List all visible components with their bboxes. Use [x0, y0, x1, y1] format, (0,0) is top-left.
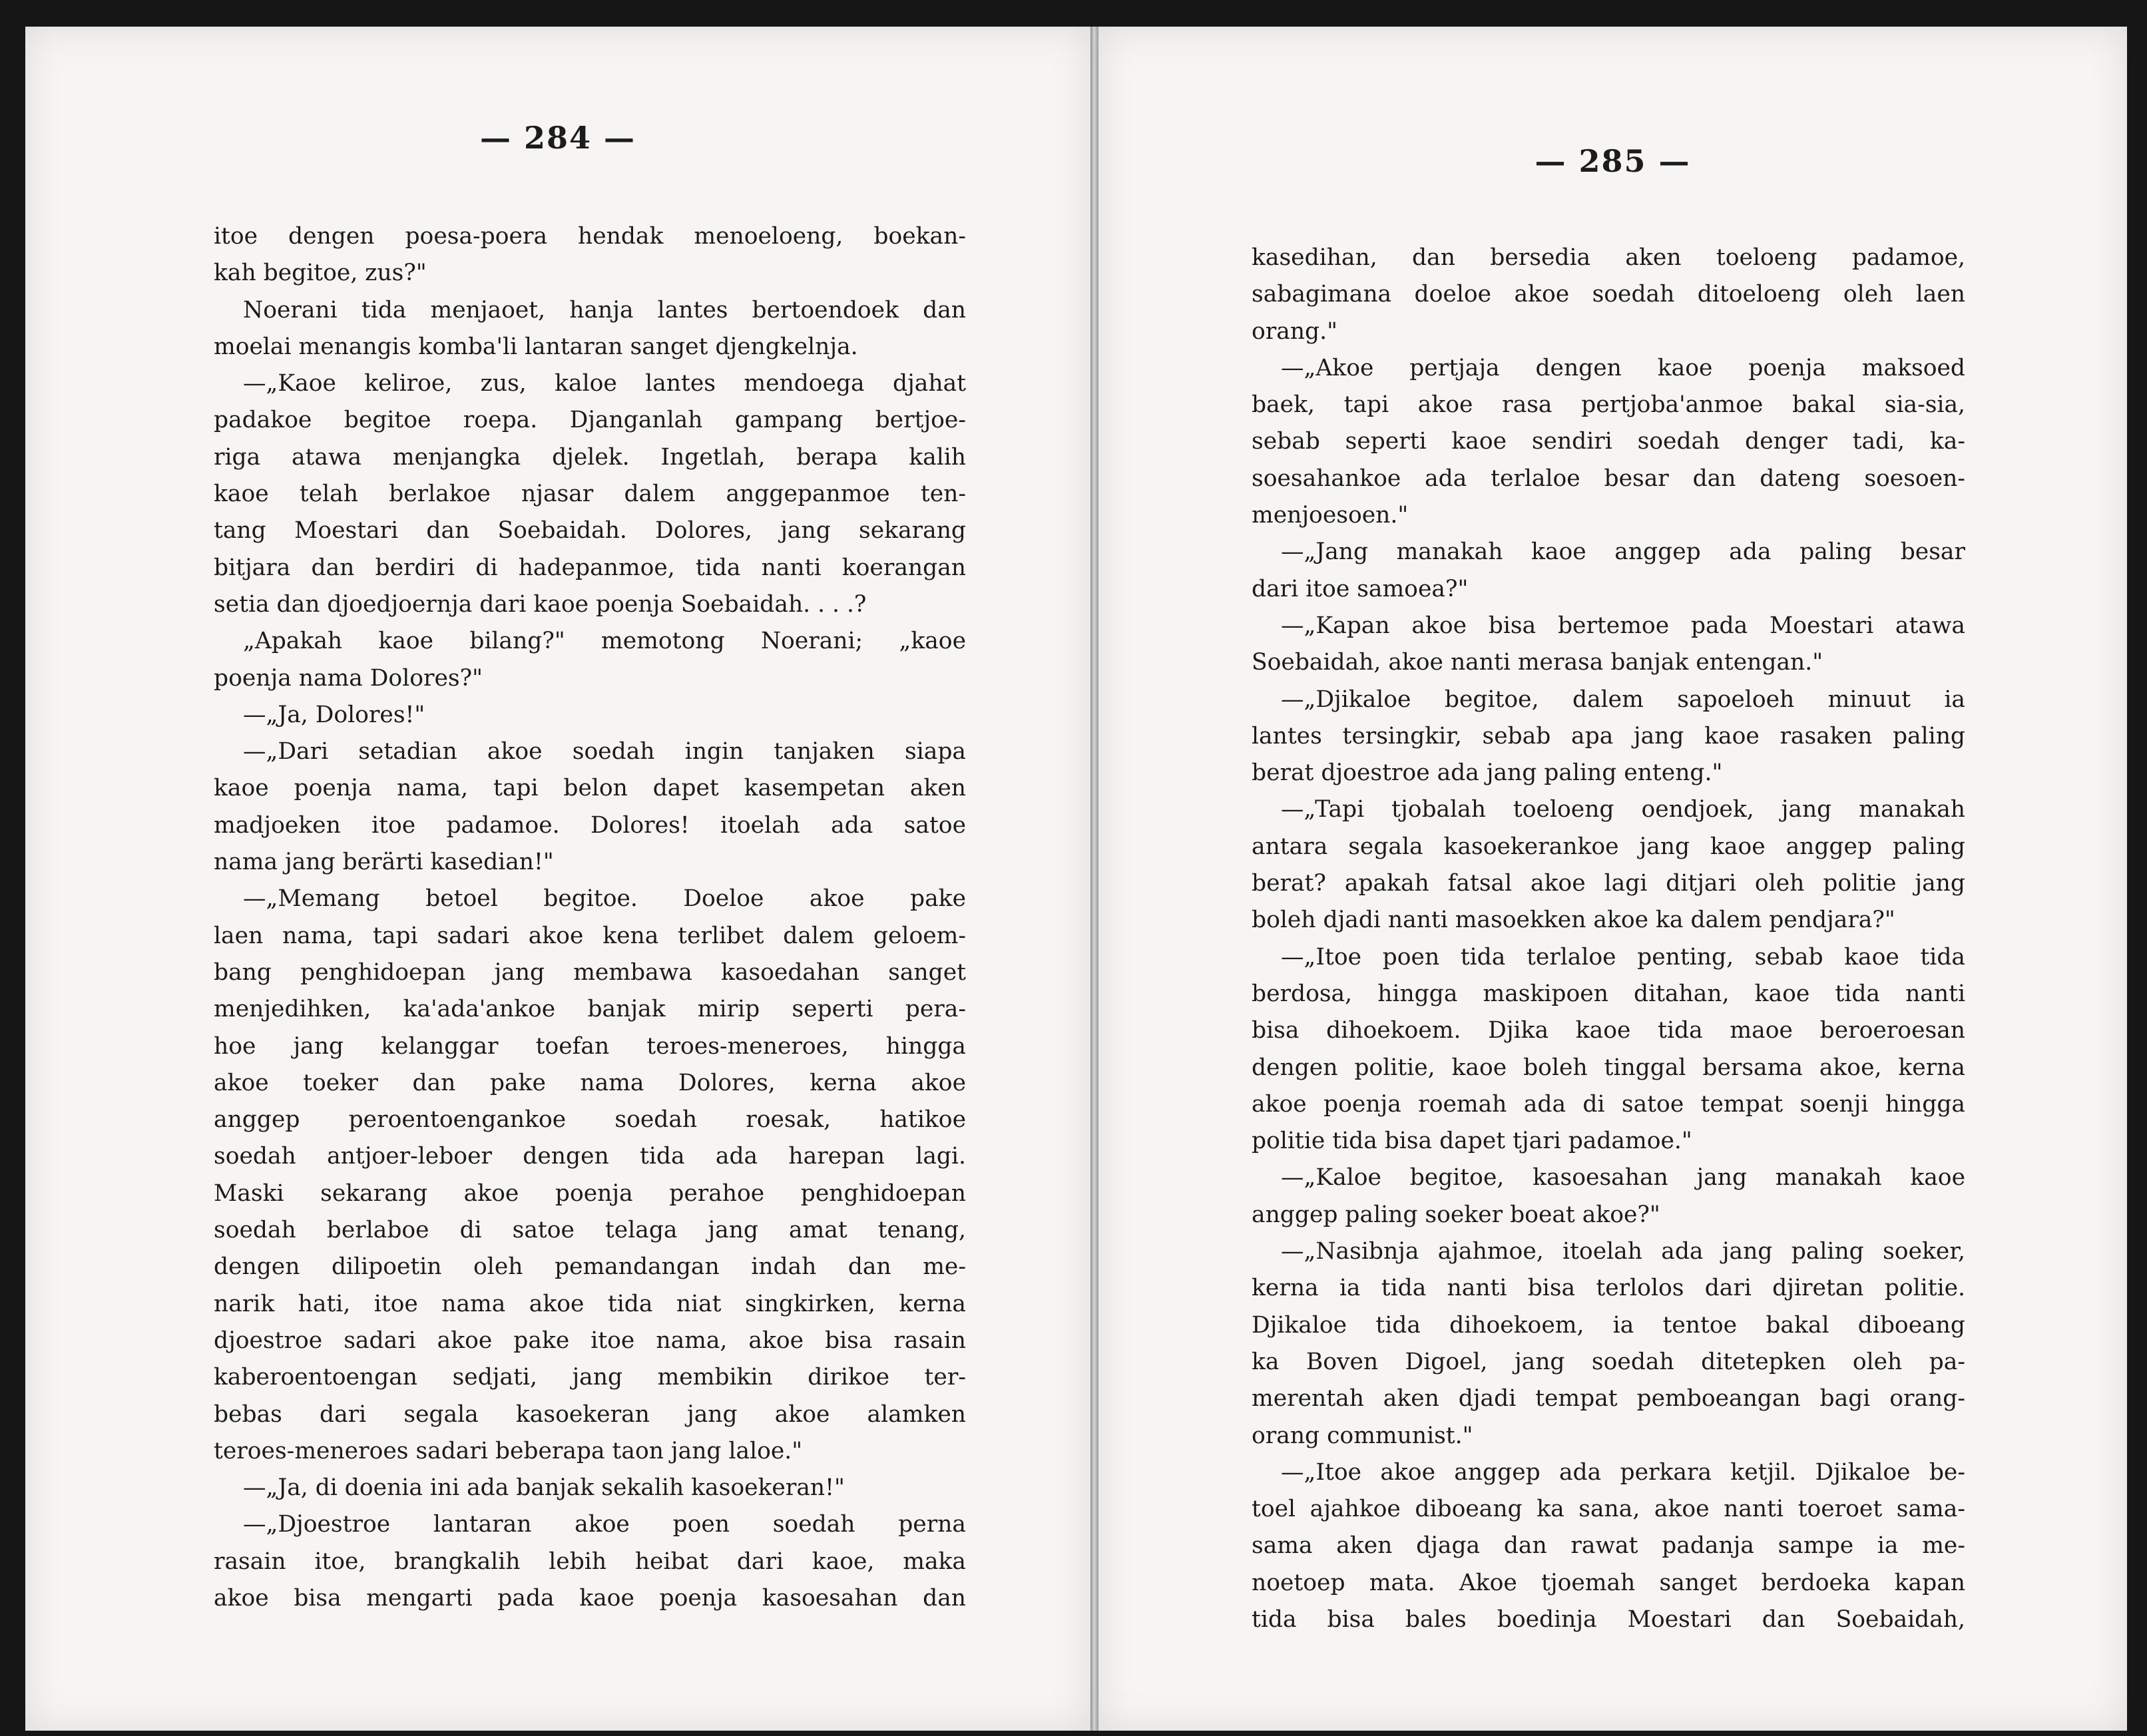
text-line: tang Moestari dan Soebaidah. Dolores, jang sekarang — [214, 517, 966, 544]
text-line: —„Ja, Dolores!" — [243, 701, 425, 728]
text-line: —„Nasibnja ajahmoe, itoelah ada jang paling soeker, — [1281, 1238, 1965, 1265]
text-line: kah begitoe, zus?" — [214, 260, 427, 287]
text-line: soesahankoe ada terlaloe besar dan dateng soesoen- — [1252, 465, 1965, 492]
text-line: menjoesoen." — [1252, 502, 1409, 529]
text-line: djoestroe sadari akoe pake itoe nama, akoe bisa rasain — [214, 1327, 966, 1354]
text-line: akoe bisa mengarti pada kaoe poenja kasoesahan dan — [214, 1584, 966, 1612]
text-line: rasain itoe, brangkalih lebih heibat dari kaoe, maka — [214, 1548, 966, 1575]
text-line: sabagimana doeloe akoe soedah ditoeloeng oleh laen — [1252, 281, 1965, 308]
text-line: bisa dihoekoem. Djika kaoe tida maoe beroeroesan — [1252, 1017, 1965, 1044]
text-line: berat? apakah fatsal akoe lagi ditjari oleh politie jang — [1252, 870, 1965, 897]
text-line: berdosa, hingga maskipoen ditahan, kaoe tida nanti — [1252, 980, 1965, 1007]
text-line: boleh djadi nanti masoekken akoe ka dalem pendjara?" — [1252, 907, 1895, 934]
text-line: Maski sekarang akoe poenja perahoe penghidoepan — [214, 1180, 966, 1207]
text-line: sebab seperti kaoe sendiri soedah denger tadi, ka- — [1252, 428, 1965, 455]
text-line: —„Dari setadian akoe soedah ingin tanjaken siapa — [243, 738, 966, 765]
text-line: anggep paling soeker boeat akoe?" — [1252, 1201, 1660, 1228]
text-line: —„Itoe poen tida terlaloe penting, sebab kaoe tida — [1281, 943, 1965, 971]
text-line: Noerani tida menjaoet, hanja lantes bertoendoek dan — [243, 296, 966, 324]
page-number: — 285 — — [1535, 143, 1691, 179]
text-line: berat djoestroe ada jang paling enteng." — [1252, 760, 1723, 787]
text-line: dengen politie, kaoe boleh tinggal bersama akoe, kerna — [1252, 1054, 1965, 1081]
text-line: anggep peroentoengankoe soedah roesak, hatikoe — [214, 1106, 966, 1134]
text-line: kaoe poenja nama, tapi belon dapet kasempetan aken — [214, 775, 966, 802]
text-line: Soebaidah, akoe nanti merasa banjak entengan." — [1252, 649, 1823, 676]
text-line: itoe dengen poesa-poera hendak menoeloeng, boekan- — [214, 223, 966, 250]
text-line: dengen dilipoetin oleh pemandangan indah dan me- — [214, 1253, 966, 1281]
text-line: laen nama, tapi sadari akoe kena terlibet dalem geloem- — [214, 922, 966, 949]
text-line: —„Djoestroe lantaran akoe poen soedah perna — [243, 1511, 966, 1538]
text-line: soedah berlaboe di satoe telaga jang amat tenang, — [214, 1217, 966, 1244]
text-line: moelai menangis komba'li lantaran sanget djengkelnja. — [214, 333, 858, 360]
body-text — [1252, 240, 1965, 1638]
text-line: kasedihan, dan bersedia aken toeloeng padamoe, — [1252, 244, 1965, 271]
text-line: kaberoentoengan sedjati, jang membikin dirikoe ter- — [214, 1364, 966, 1391]
left-page — [25, 27, 1090, 1731]
text-line: bebas dari segala kasoekeran jang akoe alamken — [214, 1401, 966, 1428]
text-line: menjedihken, ka'ada'ankoe banjak mirip seperti pera- — [214, 996, 966, 1023]
text-line: dari itoe samoea?" — [1252, 575, 1469, 602]
text-line: bitjara dan berdiri di hadepanmoe, tida nanti koerangan — [214, 554, 966, 581]
text-line: hoe jang kelanggar toefan teroes-meneroes, hingga — [214, 1032, 966, 1060]
text-line: teroes-meneroes sadari beberapa taon jang laloe." — [214, 1437, 803, 1464]
book-gutter — [1090, 27, 1098, 1731]
text-line: akoe poenja roemah ada di satoe tempat soenji hingga — [1252, 1090, 1965, 1118]
text-line: —„Djikaloe begitoe, dalem sapoeloeh minuut ia — [1281, 686, 1965, 713]
text-line: —„Kaoe keliroe, zus, kaloe lantes mendoega djahat — [243, 370, 966, 397]
text-line: poenja nama Dolores?" — [214, 664, 483, 692]
text-line: politie tida bisa dapet tjari padamoe." — [1252, 1128, 1692, 1155]
page-number: — 284 — — [479, 120, 636, 156]
text-line: kaoe telah berlakoe njasar dalem anggepanmoe ten- — [214, 481, 966, 508]
text-line: madjoeken itoe padamoe. Dolores! itoelah ada satoe — [214, 811, 966, 839]
text-line: setia dan djoedjoernja dari kaoe poenja Soebaidah. . . .? — [214, 590, 867, 618]
text-line: —„Kapan akoe bisa bertemoe pada Moestari atawa — [1281, 612, 1965, 639]
text-line: sama aken djaga dan rawat padanja sampe ia me- — [1252, 1532, 1965, 1560]
text-line: orang communist." — [1252, 1422, 1473, 1449]
text-line: bang penghidoepan jang membawa kasoedahan sanget — [214, 959, 966, 986]
text-line: lantes tersingkir, sebab apa jang kaoe rasaken paling — [1252, 722, 1965, 750]
text-line: toel ajahkoe diboeang ka sana, akoe nanti toeroet sama- — [1252, 1496, 1965, 1523]
text-line: Djikaloe tida dihoekoem, ia tentoe bakal diboeang — [1252, 1311, 1965, 1339]
text-line: ka Boven Digoel, jang soedah ditetepken oleh pa- — [1252, 1348, 1965, 1375]
text-line: padakoe begitoe roepa. Djanganlah gampang bertjoe- — [214, 407, 966, 434]
text-line: orang." — [1252, 318, 1337, 345]
text-line: —„Akoe pertjaja dengen kaoe poenja maksoed — [1281, 354, 1965, 381]
text-line: —„Jang manakah kaoe anggep ada paling besar — [1281, 539, 1965, 566]
text-line: „Apakah kaoe bilang?" memotong Noerani; „kaoe — [243, 628, 966, 655]
right-page — [1098, 27, 2127, 1731]
text-line: soedah antjoer-leboer dengen tida ada harepan lagi. — [214, 1143, 966, 1170]
text-line: tida bisa bales boedinja Moestari dan Soebaidah, — [1252, 1606, 1965, 1633]
text-line: —„Tapi tjobalah toeloeng oendjoek, jang manakah — [1281, 796, 1965, 823]
text-line: baek, tapi akoe rasa pertjoba'anmoe bakal sia-sia, — [1252, 391, 1965, 419]
body-text — [214, 218, 966, 1617]
text-line: kerna ia tida nanti bisa terlolos dari djiretan politie. — [1252, 1275, 1965, 1302]
text-line: noetoep mata. Akoe tjoemah sanget berdoeka kapan — [1252, 1569, 1965, 1596]
text-line: nama jang berärti kasedian!" — [214, 849, 554, 876]
text-line: riga atawa menjangka djelek. Ingetlah, berapa kalih — [214, 443, 966, 471]
text-line: —„Ja, di doenia ini ada banjak sekalih kasoekeran!" — [243, 1474, 845, 1502]
text-line: narik hati, itoe nama akoe tida niat singkirken, kerna — [214, 1290, 966, 1317]
text-line: akoe toeker dan pake nama Dolores, kerna akoe — [214, 1069, 966, 1096]
text-line: merentah aken djadi tempat pemboeangan bagi orang- — [1252, 1385, 1965, 1412]
text-line: —„Kaloe begitoe, kasoesahan jang manakah kaoe — [1281, 1164, 1965, 1192]
text-line: —„Itoe akoe anggep ada perkara ketjil. Djikaloe be- — [1281, 1458, 1965, 1486]
text-line: —„Memang betoel begitoe. Doeloe akoe pake — [243, 885, 966, 913]
text-line: antara segala kasoekerankoe jang kaoe anggep paling — [1252, 833, 1965, 860]
